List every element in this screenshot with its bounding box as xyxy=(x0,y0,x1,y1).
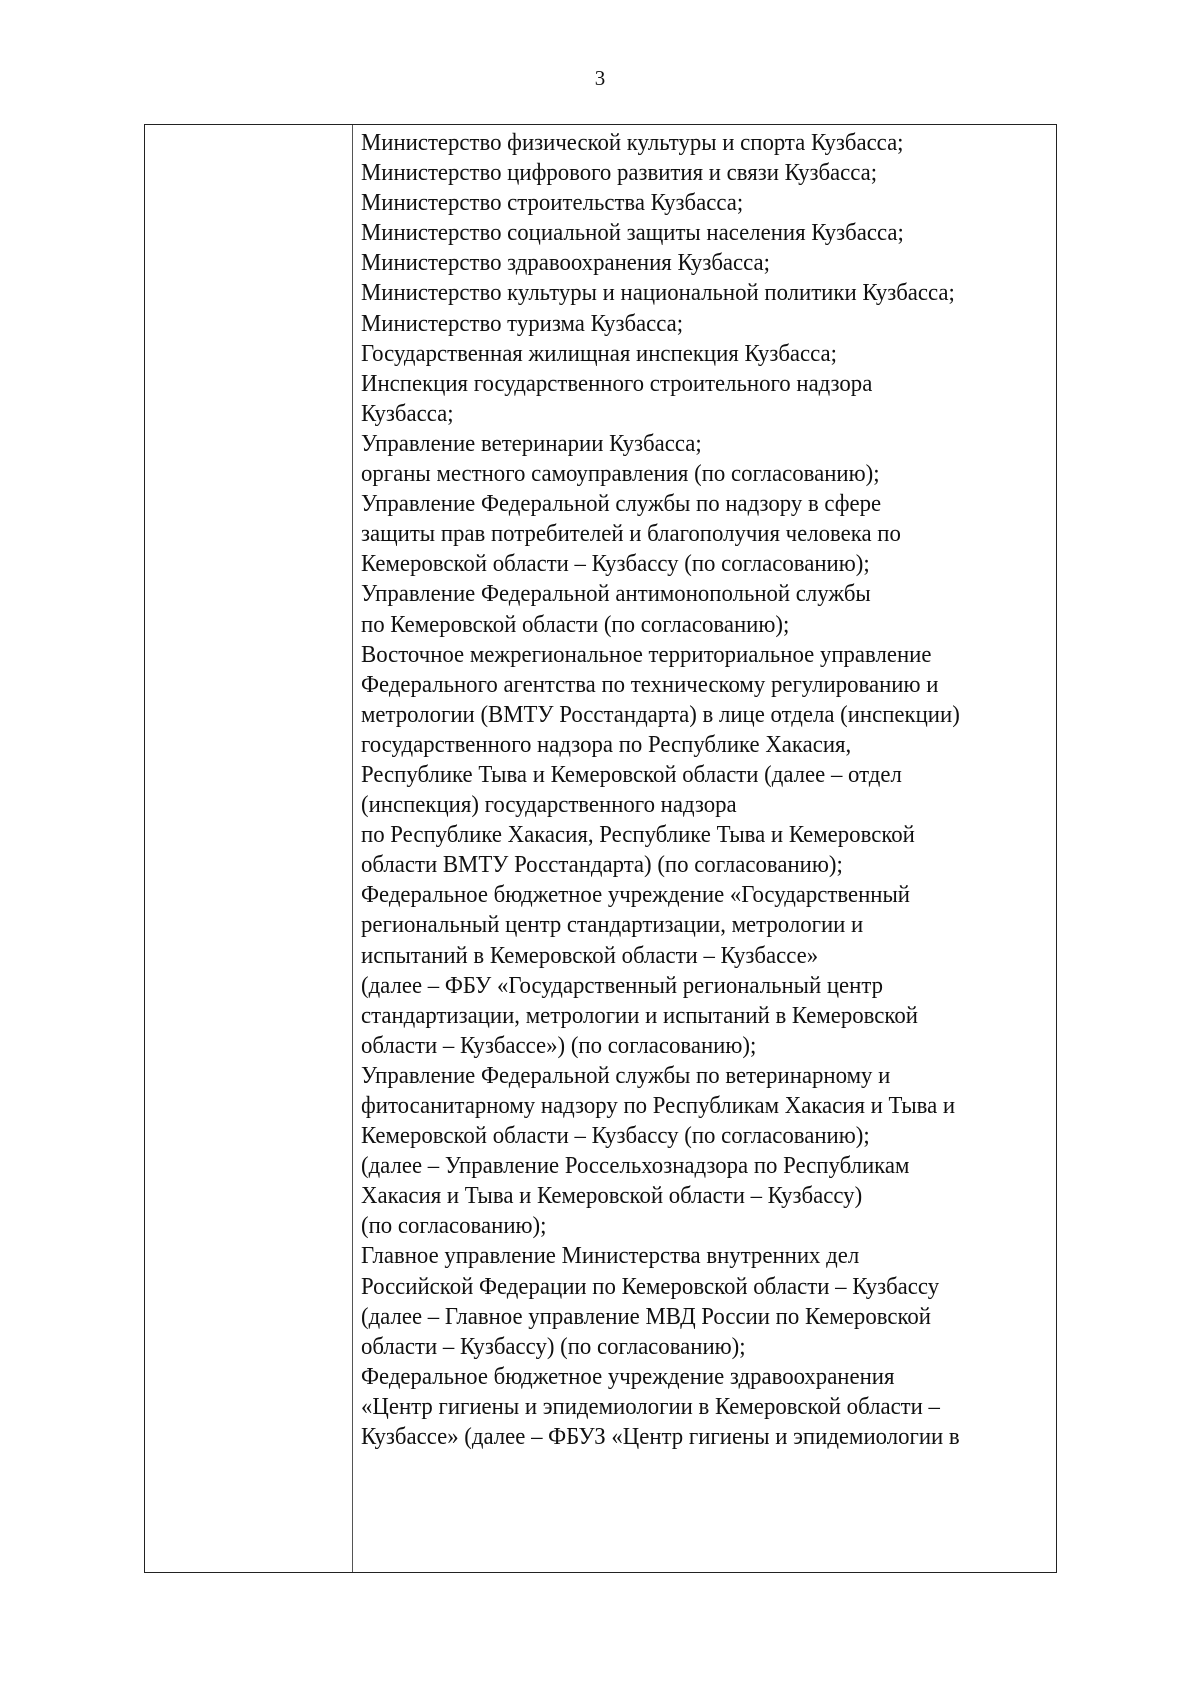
text-line: Российской Федерации по Кемеровской области – Кузбассу xyxy=(361,1272,940,1300)
text-line: Кузбасса; xyxy=(361,399,454,427)
text-line: защиты прав потребителей и благополучия человека по xyxy=(361,520,901,548)
text-line: Министерство цифрового развития и связи Кузбасса; xyxy=(361,159,878,187)
text-line: Хакасия и Тыва и Кемеровской области – Кузбассу) xyxy=(361,1182,863,1210)
document-table xyxy=(144,124,1057,1573)
text-line: Федеральное бюджетное учреждение здравоохранения xyxy=(361,1362,895,1390)
text-line: Управление Федеральной службы по надзору в сфере xyxy=(361,490,882,518)
text-line: Министерство физической культуры и спорта Кузбасса; xyxy=(361,129,904,156)
text-line: Восточное межрегиональное территориальное управление xyxy=(361,640,932,668)
text-line: области – Кузбассу) (по согласованию); xyxy=(361,1332,746,1360)
text-line: метрологии (ВМТУ Росстандарта) в лице отдела (инспекции) xyxy=(361,700,960,728)
text-line: органы местного самоуправления (по согласованию); xyxy=(361,460,880,488)
text-line: региональный центр стандартизации, метрологии и xyxy=(361,911,864,939)
text-line: по Кемеровской области (по согласованию); xyxy=(361,610,790,638)
text-line: Кемеровской области – Кузбассу (по согласованию); xyxy=(361,1122,870,1150)
text-line: Кемеровской области – Кузбассу (по согласованию); xyxy=(361,550,870,578)
text-line: (инспекция) государственного надзора xyxy=(361,791,737,819)
text-line: Управление Федеральной антимонопольной службы xyxy=(361,580,871,608)
text-line: (далее – Главное управление МВД России по Кемеровской xyxy=(361,1302,931,1330)
text-line: фитосанитарному надзору по Республикам Хакасия и Тыва и xyxy=(361,1092,956,1119)
text-line: Государственная жилищная инспекция Кузбасса; xyxy=(361,339,837,367)
text-line: Министерство строительства Кузбасса; xyxy=(361,189,744,217)
text-line: государственного надзора по Республике Хакасия, xyxy=(361,730,852,758)
text-line: Федерального агентства по техническому регулированию и xyxy=(361,670,939,698)
text-line: области – Кузбассе») (по согласованию); xyxy=(361,1031,757,1059)
table-left-cell xyxy=(145,125,353,1572)
text-line: (далее – Управление Россельхознадзора по Республикам xyxy=(361,1152,910,1180)
text-line: испытаний в Кемеровской области – Кузбассе» xyxy=(361,941,819,969)
text-line: Главное управление Министерства внутренних дел xyxy=(361,1242,860,1270)
text-line: Министерство здравоохранения Кузбасса; xyxy=(361,249,770,277)
text-line: Управление Федеральной службы по ветеринарному и xyxy=(361,1061,891,1089)
text-line: «Центр гигиены и эпидемиологии в Кемеровской области – xyxy=(361,1392,940,1420)
page-number: 3 xyxy=(594,66,606,90)
text-line: Управление ветеринарии Кузбасса; xyxy=(361,429,702,457)
text-line: Федеральное бюджетное учреждение «Государственный xyxy=(361,881,910,909)
text-line: Министерство культуры и национальной политики Кузбасса; xyxy=(361,279,955,307)
text-line: (далее – ФБУ «Государственный региональный центр xyxy=(361,971,884,999)
text-line: стандартизации, метрологии и испытаний в Кемеровской xyxy=(361,1001,918,1029)
text-line: (по согласованию); xyxy=(361,1212,547,1240)
table-right-cell xyxy=(353,125,1056,1572)
text-line: по Республике Хакасия, Республике Тыва и Кемеровской xyxy=(361,821,915,849)
text-line: Республике Тыва и Кемеровской области (далее – отдел xyxy=(361,760,902,788)
text-line: Министерство социальной защиты населения Кузбасса; xyxy=(361,219,904,247)
text-line: области ВМТУ Росстандарта) (по согласованию); xyxy=(361,851,843,879)
text-line: Кузбассе» (далее – ФБУЗ «Центр гигиены и эпидемиологии в xyxy=(361,1423,960,1451)
text-line: Министерство туризма Кузбасса; xyxy=(361,309,684,337)
text-line: Инспекция государственного строительного надзора xyxy=(361,369,873,397)
